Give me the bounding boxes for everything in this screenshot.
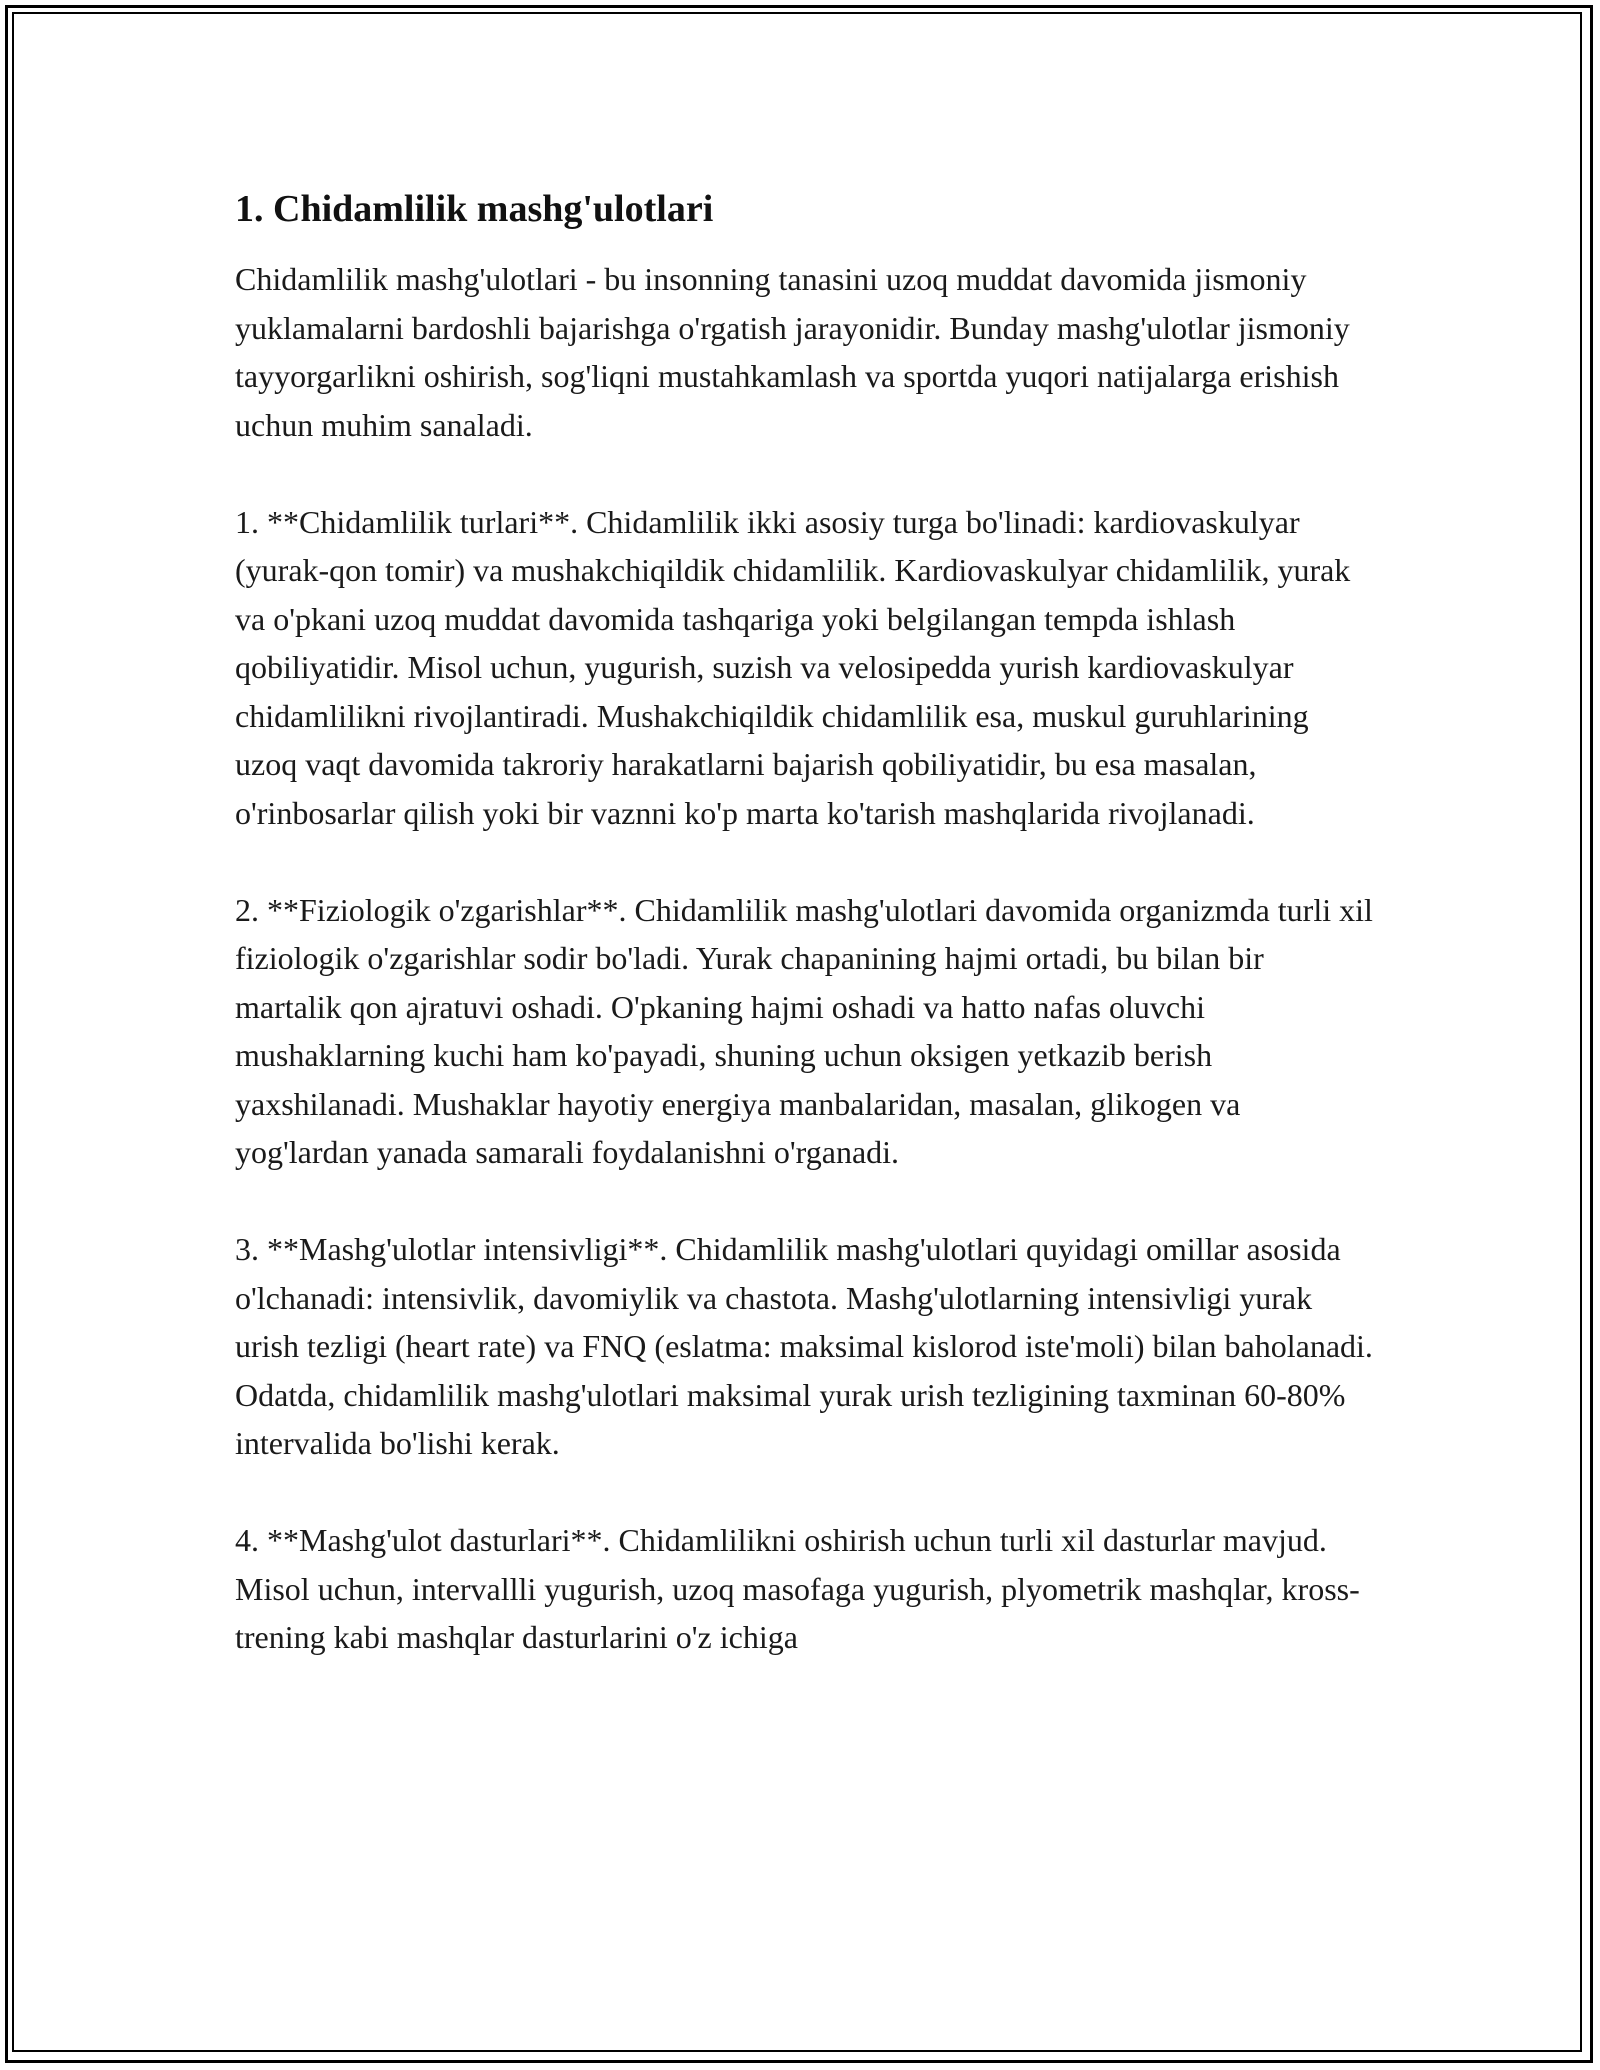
intro-paragraph: Chidamlilik mashg'ulotlari - bu insonning tanasini uzoq muddat davomida jismoniy yuklamalarni bardoshli bajarishga o'rgatish jarayonidir. Bunday mashg'ulotlar jismoniy tayyorgarlikni oshirish, sog'liqni mustahkamlash va sportda yuqori natijalarga erishish uchun muhim sanaladi. — [235, 261, 1350, 443]
paragraph-physiological-changes: 2. **Fiziologik o'zgarishlar**. Chidamlilik mashg'ulotlari davomida organizmda turli xil fiziologik o'zgarishlar sodir bo'ladi. Yurak chapanining hajmi ortadi, bu bilan bir martalik qon ajratuvi oshadi. O'pkaning hajmi oshadi va hatto nafas oluvchi mushaklarning kuchi ham ko'payadi, shuning uchun oksigen yetkazib berish yaxshilanadi. Mushaklar hayotiy energiya manbalaridan, masalan, glikogen va yog'lardan yanada samarali foydalanishni o'rganadi. — [235, 891, 1373, 1170]
paragraph-training-programs: 4. **Mashg'ulot dasturlari**. Chidamlilikni oshirish uchun turli xil dasturlar mavjud. Misol uchun, intervallli yugurish, uzoq masofaga yugurish, plyometrik mashqlar, kross-trening kabi mashqlar dasturlarini o'z ichiga — [235, 1522, 1360, 1655]
document-body — [235, 185, 1375, 1710]
document-title: 1. Chidamlilik mashg'ulotlari — [235, 188, 714, 230]
paragraph-training-intensity: 3. **Mashg'ulotlar intensivligi**. Chidamlilik mashg'ulotlari quyidagi omillar asosida o'lchanadi: intensivlik, davomiylik va chastota. Mashg'ulotlarning intensivligi yurak urish tezligi (heart rate) va FNQ (eslatma: maksimal kislorod iste'moli) bilan baholanadi. Odatda, chidamlilik mashg'ulotlari maksimal yurak urish tezligining taxminan 60-80% intervalida bo'lishi kerak. — [235, 1231, 1373, 1461]
paragraph-endurance-types: 1. **Chidamlilik turlari**. Chidamlilik ikki asosiy turga bo'linadi: kardiovaskulyar (yurak-qon tomir) va mushakchiqildik chidamlilik. Kardiovaskulyar chidamlilik, yurak va o'pkani uzoq muddat davomida tashqariga yoki belgilangan tempda ishlash qobiliyatidir. Misol uchun, yugurish, suzish va velosipedda yurish kardiovaskulyar chidamlilikni rivojlantiradi. Mushakchiqildik chidamlilik esa, muskul guruhlarining uzoq vaqt davomida takroriy harakatlarni bajarish qobiliyatidir, bu esa masalan, o'rinbosarlar qilish yoki bir vaznni ko'p marta ko'tarish mashqlarida rivojlanadi. — [235, 503, 1351, 831]
